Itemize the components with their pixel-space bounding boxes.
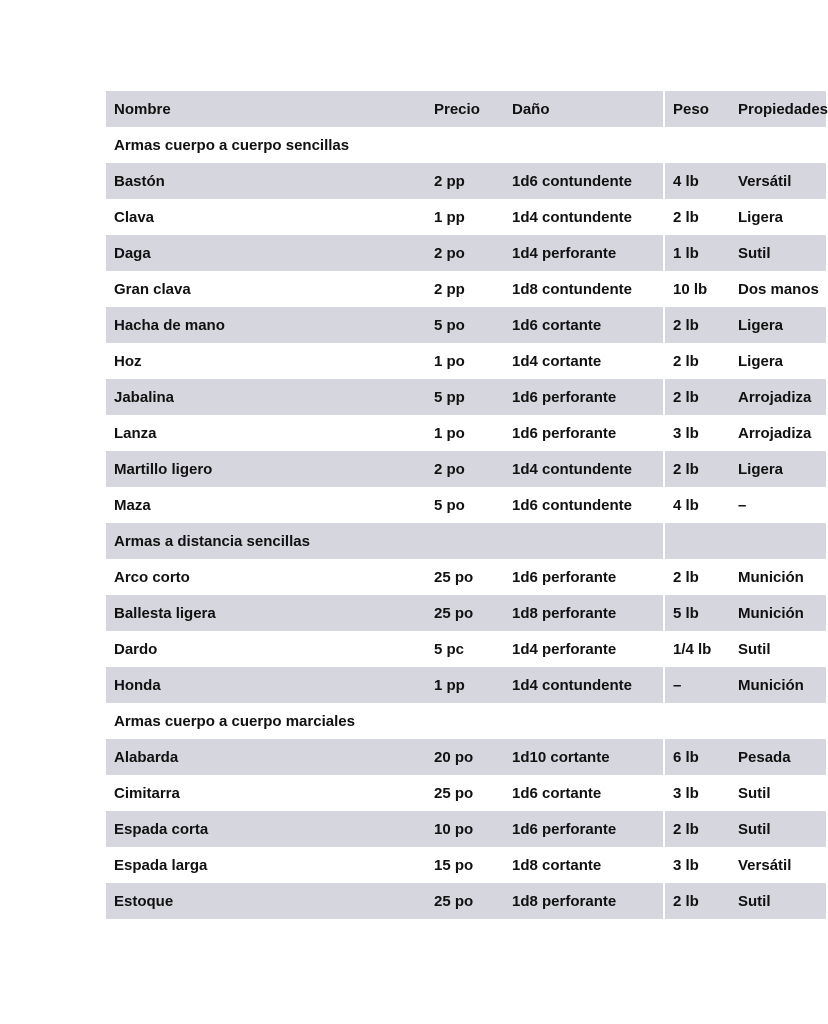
cell-properties: Versátil xyxy=(730,847,826,883)
cell-weight: 2 lb xyxy=(664,343,730,379)
cell-weight: 2 lb xyxy=(664,883,730,919)
cell-weight: – xyxy=(664,667,730,703)
cell-properties: Munición xyxy=(730,667,826,703)
cell-weight: 4 lb xyxy=(664,487,730,523)
table-row xyxy=(106,667,826,703)
cell-price: 5 pp xyxy=(426,379,504,415)
cell-properties: Ligera xyxy=(730,343,826,379)
section-title: Armas cuerpo a cuerpo marciales xyxy=(106,703,664,739)
cell-properties: Sutil xyxy=(730,775,826,811)
cell-price: 20 po xyxy=(426,739,504,775)
cell-damage: 1d8 contundente xyxy=(504,271,664,307)
cell-weight: 2 lb xyxy=(664,811,730,847)
cell-damage: 1d4 contundente xyxy=(504,667,664,703)
cell-price: 5 po xyxy=(426,307,504,343)
cell-weight: 3 lb xyxy=(664,775,730,811)
header-cell-properties: Propiedades xyxy=(730,91,826,127)
cell-damage: 1d10 cortante xyxy=(504,739,664,775)
table-row xyxy=(106,883,826,919)
cell-damage: 1d4 cortante xyxy=(504,343,664,379)
cell-price: 25 po xyxy=(426,559,504,595)
table-row xyxy=(106,199,826,235)
cell-name: Lanza xyxy=(106,415,426,451)
table-row xyxy=(106,739,826,775)
cell-name: Clava xyxy=(106,199,426,235)
section-header-row xyxy=(106,703,826,739)
table-header-row xyxy=(106,91,826,127)
cell-name: Dardo xyxy=(106,631,426,667)
cell-name: Estoque xyxy=(106,883,426,919)
cell-damage: 1d8 perforante xyxy=(504,595,664,631)
table-row xyxy=(106,307,826,343)
cell-properties: Arrojadiza xyxy=(730,415,826,451)
cell-weight: 2 lb xyxy=(664,559,730,595)
weapons-table-container xyxy=(106,91,828,919)
table-row xyxy=(106,595,826,631)
cell-name: Gran clava xyxy=(106,271,426,307)
cell-price: 1 po xyxy=(426,343,504,379)
section-title: Armas cuerpo a cuerpo sencillas xyxy=(106,127,664,163)
section-empty-cell xyxy=(730,703,826,739)
table-row xyxy=(106,271,826,307)
cell-properties: Ligera xyxy=(730,307,826,343)
section-header-row xyxy=(106,523,826,559)
section-empty-cell xyxy=(664,703,730,739)
cell-properties: Ligera xyxy=(730,199,826,235)
cell-properties: – xyxy=(730,487,826,523)
cell-properties: Ligera xyxy=(730,451,826,487)
cell-name: Martillo ligero xyxy=(106,451,426,487)
table-row xyxy=(106,775,826,811)
table-row xyxy=(106,811,826,847)
cell-properties: Arrojadiza xyxy=(730,379,826,415)
section-empty-cell xyxy=(664,523,730,559)
table-row xyxy=(106,559,826,595)
cell-name: Arco corto xyxy=(106,559,426,595)
cell-weight: 2 lb xyxy=(664,307,730,343)
cell-weight: 5 lb xyxy=(664,595,730,631)
section-empty-cell xyxy=(730,523,826,559)
cell-name: Maza xyxy=(106,487,426,523)
table-row xyxy=(106,343,826,379)
cell-weight: 2 lb xyxy=(664,199,730,235)
cell-name: Cimitarra xyxy=(106,775,426,811)
cell-price: 5 pc xyxy=(426,631,504,667)
table-row xyxy=(106,451,826,487)
cell-name: Espada corta xyxy=(106,811,426,847)
cell-weight: 6 lb xyxy=(664,739,730,775)
cell-damage: 1d6 cortante xyxy=(504,775,664,811)
cell-price: 5 po xyxy=(426,487,504,523)
cell-weight: 1/4 lb xyxy=(664,631,730,667)
cell-properties: Munición xyxy=(730,595,826,631)
header-cell-name: Nombre xyxy=(106,91,426,127)
cell-price: 25 po xyxy=(426,595,504,631)
section-header-row xyxy=(106,127,826,163)
cell-name: Hacha de mano xyxy=(106,307,426,343)
cell-damage: 1d4 contundente xyxy=(504,199,664,235)
cell-properties: Sutil xyxy=(730,883,826,919)
cell-damage: 1d6 perforante xyxy=(504,415,664,451)
cell-price: 2 po xyxy=(426,451,504,487)
cell-properties: Sutil xyxy=(730,235,826,271)
table-row xyxy=(106,631,826,667)
cell-price: 1 po xyxy=(426,415,504,451)
cell-price: 1 pp xyxy=(426,667,504,703)
cell-damage: 1d6 perforante xyxy=(504,811,664,847)
cell-name: Honda xyxy=(106,667,426,703)
cell-name: Alabarda xyxy=(106,739,426,775)
cell-weight: 3 lb xyxy=(664,415,730,451)
cell-name: Jabalina xyxy=(106,379,426,415)
cell-damage: 1d4 perforante xyxy=(504,235,664,271)
cell-price: 2 pp xyxy=(426,271,504,307)
header-cell-weight: Peso xyxy=(664,91,730,127)
cell-properties: Sutil xyxy=(730,631,826,667)
cell-price: 2 po xyxy=(426,235,504,271)
cell-damage: 1d6 perforante xyxy=(504,559,664,595)
cell-price: 25 po xyxy=(426,775,504,811)
cell-name: Hoz xyxy=(106,343,426,379)
cell-properties: Dos manos xyxy=(730,271,826,307)
cell-weight: 10 lb xyxy=(664,271,730,307)
table-row xyxy=(106,415,826,451)
cell-price: 15 po xyxy=(426,847,504,883)
table-body xyxy=(106,127,826,919)
cell-weight: 4 lb xyxy=(664,163,730,199)
cell-weight: 3 lb xyxy=(664,847,730,883)
cell-damage: 1d6 perforante xyxy=(504,379,664,415)
cell-damage: 1d4 perforante xyxy=(504,631,664,667)
section-empty-cell xyxy=(664,127,730,163)
table-row xyxy=(106,379,826,415)
cell-name: Espada larga xyxy=(106,847,426,883)
cell-price: 25 po xyxy=(426,883,504,919)
table-row xyxy=(106,487,826,523)
cell-properties: Munición xyxy=(730,559,826,595)
header-cell-damage: Daño xyxy=(504,91,664,127)
cell-price: 2 pp xyxy=(426,163,504,199)
cell-name: Bastón xyxy=(106,163,426,199)
table-row xyxy=(106,235,826,271)
cell-price: 10 po xyxy=(426,811,504,847)
cell-weight: 2 lb xyxy=(664,379,730,415)
cell-weight: 1 lb xyxy=(664,235,730,271)
cell-damage: 1d4 contundente xyxy=(504,451,664,487)
cell-properties: Sutil xyxy=(730,811,826,847)
cell-damage: 1d8 cortante xyxy=(504,847,664,883)
section-empty-cell xyxy=(730,127,826,163)
cell-weight: 2 lb xyxy=(664,451,730,487)
cell-damage: 1d8 perforante xyxy=(504,883,664,919)
table-row xyxy=(106,847,826,883)
cell-properties: Versátil xyxy=(730,163,826,199)
cell-price: 1 pp xyxy=(426,199,504,235)
cell-damage: 1d6 contundente xyxy=(504,487,664,523)
cell-damage: 1d6 contundente xyxy=(504,163,664,199)
table-row xyxy=(106,163,826,199)
cell-damage: 1d6 cortante xyxy=(504,307,664,343)
cell-properties: Pesada xyxy=(730,739,826,775)
header-cell-price: Precio xyxy=(426,91,504,127)
cell-name: Daga xyxy=(106,235,426,271)
cell-name: Ballesta ligera xyxy=(106,595,426,631)
section-title: Armas a distancia sencillas xyxy=(106,523,664,559)
weapons-table xyxy=(106,91,826,919)
